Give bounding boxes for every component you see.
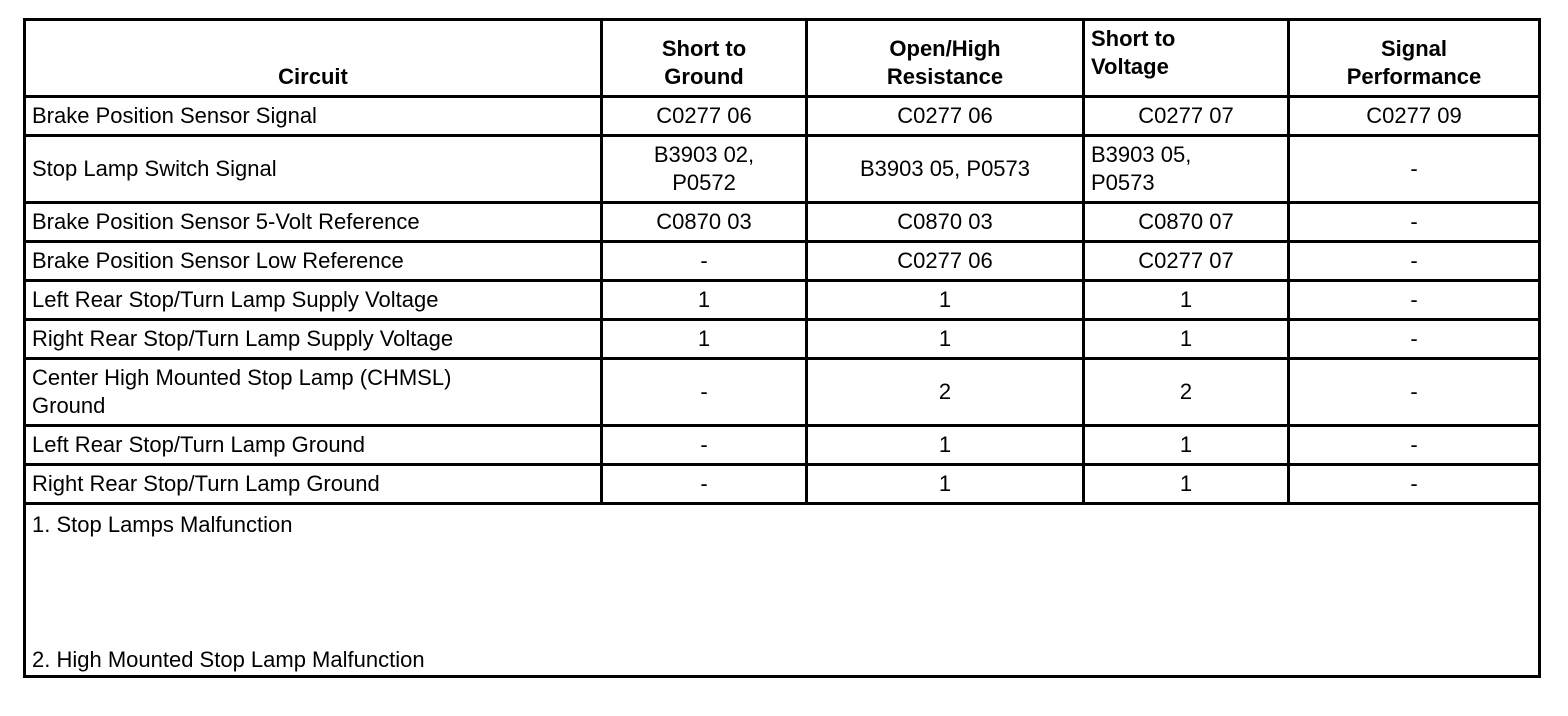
short-to-ground-cell: - (602, 465, 807, 504)
table-row (25, 359, 1540, 426)
short-to-ground-cell: - (602, 242, 807, 281)
cell-line: Ground (32, 393, 106, 418)
signal-performance-cell: - (1289, 426, 1540, 465)
short-to-ground-cell: 1 (602, 320, 807, 359)
short-to-voltage-cell: 1 (1084, 281, 1289, 320)
short-to-voltage-cell: C0277 07 (1084, 242, 1289, 281)
note-stop-lamps-malfunction: 1. Stop Lamps Malfunction (32, 512, 293, 537)
open-high-resistance-cell: C0870 03 (807, 203, 1084, 242)
table-header-row (25, 20, 1540, 97)
short-to-ground-cell (602, 136, 807, 203)
short-to-ground-cell: - (602, 359, 807, 426)
signal-performance-cell: - (1289, 242, 1540, 281)
open-high-resistance-cell: C0277 06 (807, 97, 1084, 136)
short-to-voltage-cell (1084, 136, 1289, 203)
header-line: Signal (1380, 36, 1447, 61)
header-line: Voltage (1091, 54, 1169, 79)
signal-performance-cell: - (1289, 281, 1540, 320)
signal-performance-cell: - (1289, 465, 1540, 504)
open-high-resistance-cell: 2 (807, 359, 1084, 426)
short-to-voltage-cell: 1 (1084, 465, 1289, 504)
circuit-cell: Right Rear Stop/Turn Lamp Supply Voltage (25, 320, 602, 359)
circuit-cell: Left Rear Stop/Turn Lamp Ground (25, 426, 602, 465)
header-open-high-resistance (807, 20, 1084, 97)
short-to-voltage-cell: C0870 07 (1084, 203, 1289, 242)
circuit-cell: Left Rear Stop/Turn Lamp Supply Voltage (25, 281, 602, 320)
signal-performance-cell: C0277 09 (1289, 97, 1540, 136)
signal-performance-cell: - (1289, 320, 1540, 359)
table-row (25, 281, 1540, 320)
table-row (25, 97, 1540, 136)
short-to-ground-cell: 1 (602, 281, 807, 320)
header-line: Short to (1091, 26, 1176, 51)
open-high-resistance-cell: 1 (807, 320, 1084, 359)
table-row (25, 136, 1540, 203)
header-signal-performance (1289, 20, 1540, 97)
open-high-resistance-cell: 1 (807, 465, 1084, 504)
table-row (25, 426, 1540, 465)
circuit-fault-table (23, 18, 1541, 678)
short-to-ground-cell: - (602, 426, 807, 465)
circuit-cell: Brake Position Sensor Signal (25, 97, 602, 136)
cell-line: Center High Mounted Stop Lamp (CHMSL) (32, 365, 452, 390)
open-high-resistance-cell: B3903 05, P0573 (807, 136, 1084, 203)
header-line: Resistance (886, 64, 1004, 89)
signal-performance-cell: - (1289, 359, 1540, 426)
circuit-cell (25, 359, 602, 426)
circuit-cell: Brake Position Sensor 5-Volt Reference (25, 203, 602, 242)
signal-performance-cell: - (1289, 203, 1540, 242)
circuit-cell: Brake Position Sensor Low Reference (25, 242, 602, 281)
circuit-cell: Right Rear Stop/Turn Lamp Ground (25, 465, 602, 504)
open-high-resistance-cell: 1 (807, 281, 1084, 320)
table-row (25, 465, 1540, 504)
circuit-diagnostic-sheet (23, 18, 1538, 678)
short-to-ground-cell: C0277 06 (602, 97, 807, 136)
header-circuit: Circuit (25, 20, 602, 97)
short-to-voltage-cell: C0277 07 (1084, 97, 1289, 136)
table-row (25, 203, 1540, 242)
cell-line: B3903 02, (653, 142, 755, 167)
open-high-resistance-cell: C0277 06 (807, 242, 1084, 281)
short-to-voltage-cell: 2 (1084, 359, 1289, 426)
table-row (25, 320, 1540, 359)
short-to-ground-cell: C0870 03 (602, 203, 807, 242)
open-high-resistance-cell: 1 (807, 426, 1084, 465)
cell-line: P0573 (1091, 170, 1155, 195)
header-line: Open/High (889, 36, 1001, 61)
header-line: Short to (661, 36, 747, 61)
cell-line: P0572 (672, 170, 736, 195)
table-row (25, 242, 1540, 281)
header-line: Performance (1346, 64, 1482, 89)
cell-line: B3903 05, (1091, 142, 1192, 167)
header-line: Ground (664, 64, 744, 89)
note-high-mounted-stop-lamp-malfunction: 2. High Mounted Stop Lamp Malfunction (32, 647, 425, 672)
notes-cell (25, 504, 1540, 677)
short-to-voltage-cell: 1 (1084, 426, 1289, 465)
notes-row (25, 504, 1540, 677)
header-short-to-ground (602, 20, 807, 97)
circuit-cell: Stop Lamp Switch Signal (25, 136, 602, 203)
signal-performance-cell: - (1289, 136, 1540, 203)
header-short-to-voltage (1084, 20, 1289, 97)
short-to-voltage-cell: 1 (1084, 320, 1289, 359)
